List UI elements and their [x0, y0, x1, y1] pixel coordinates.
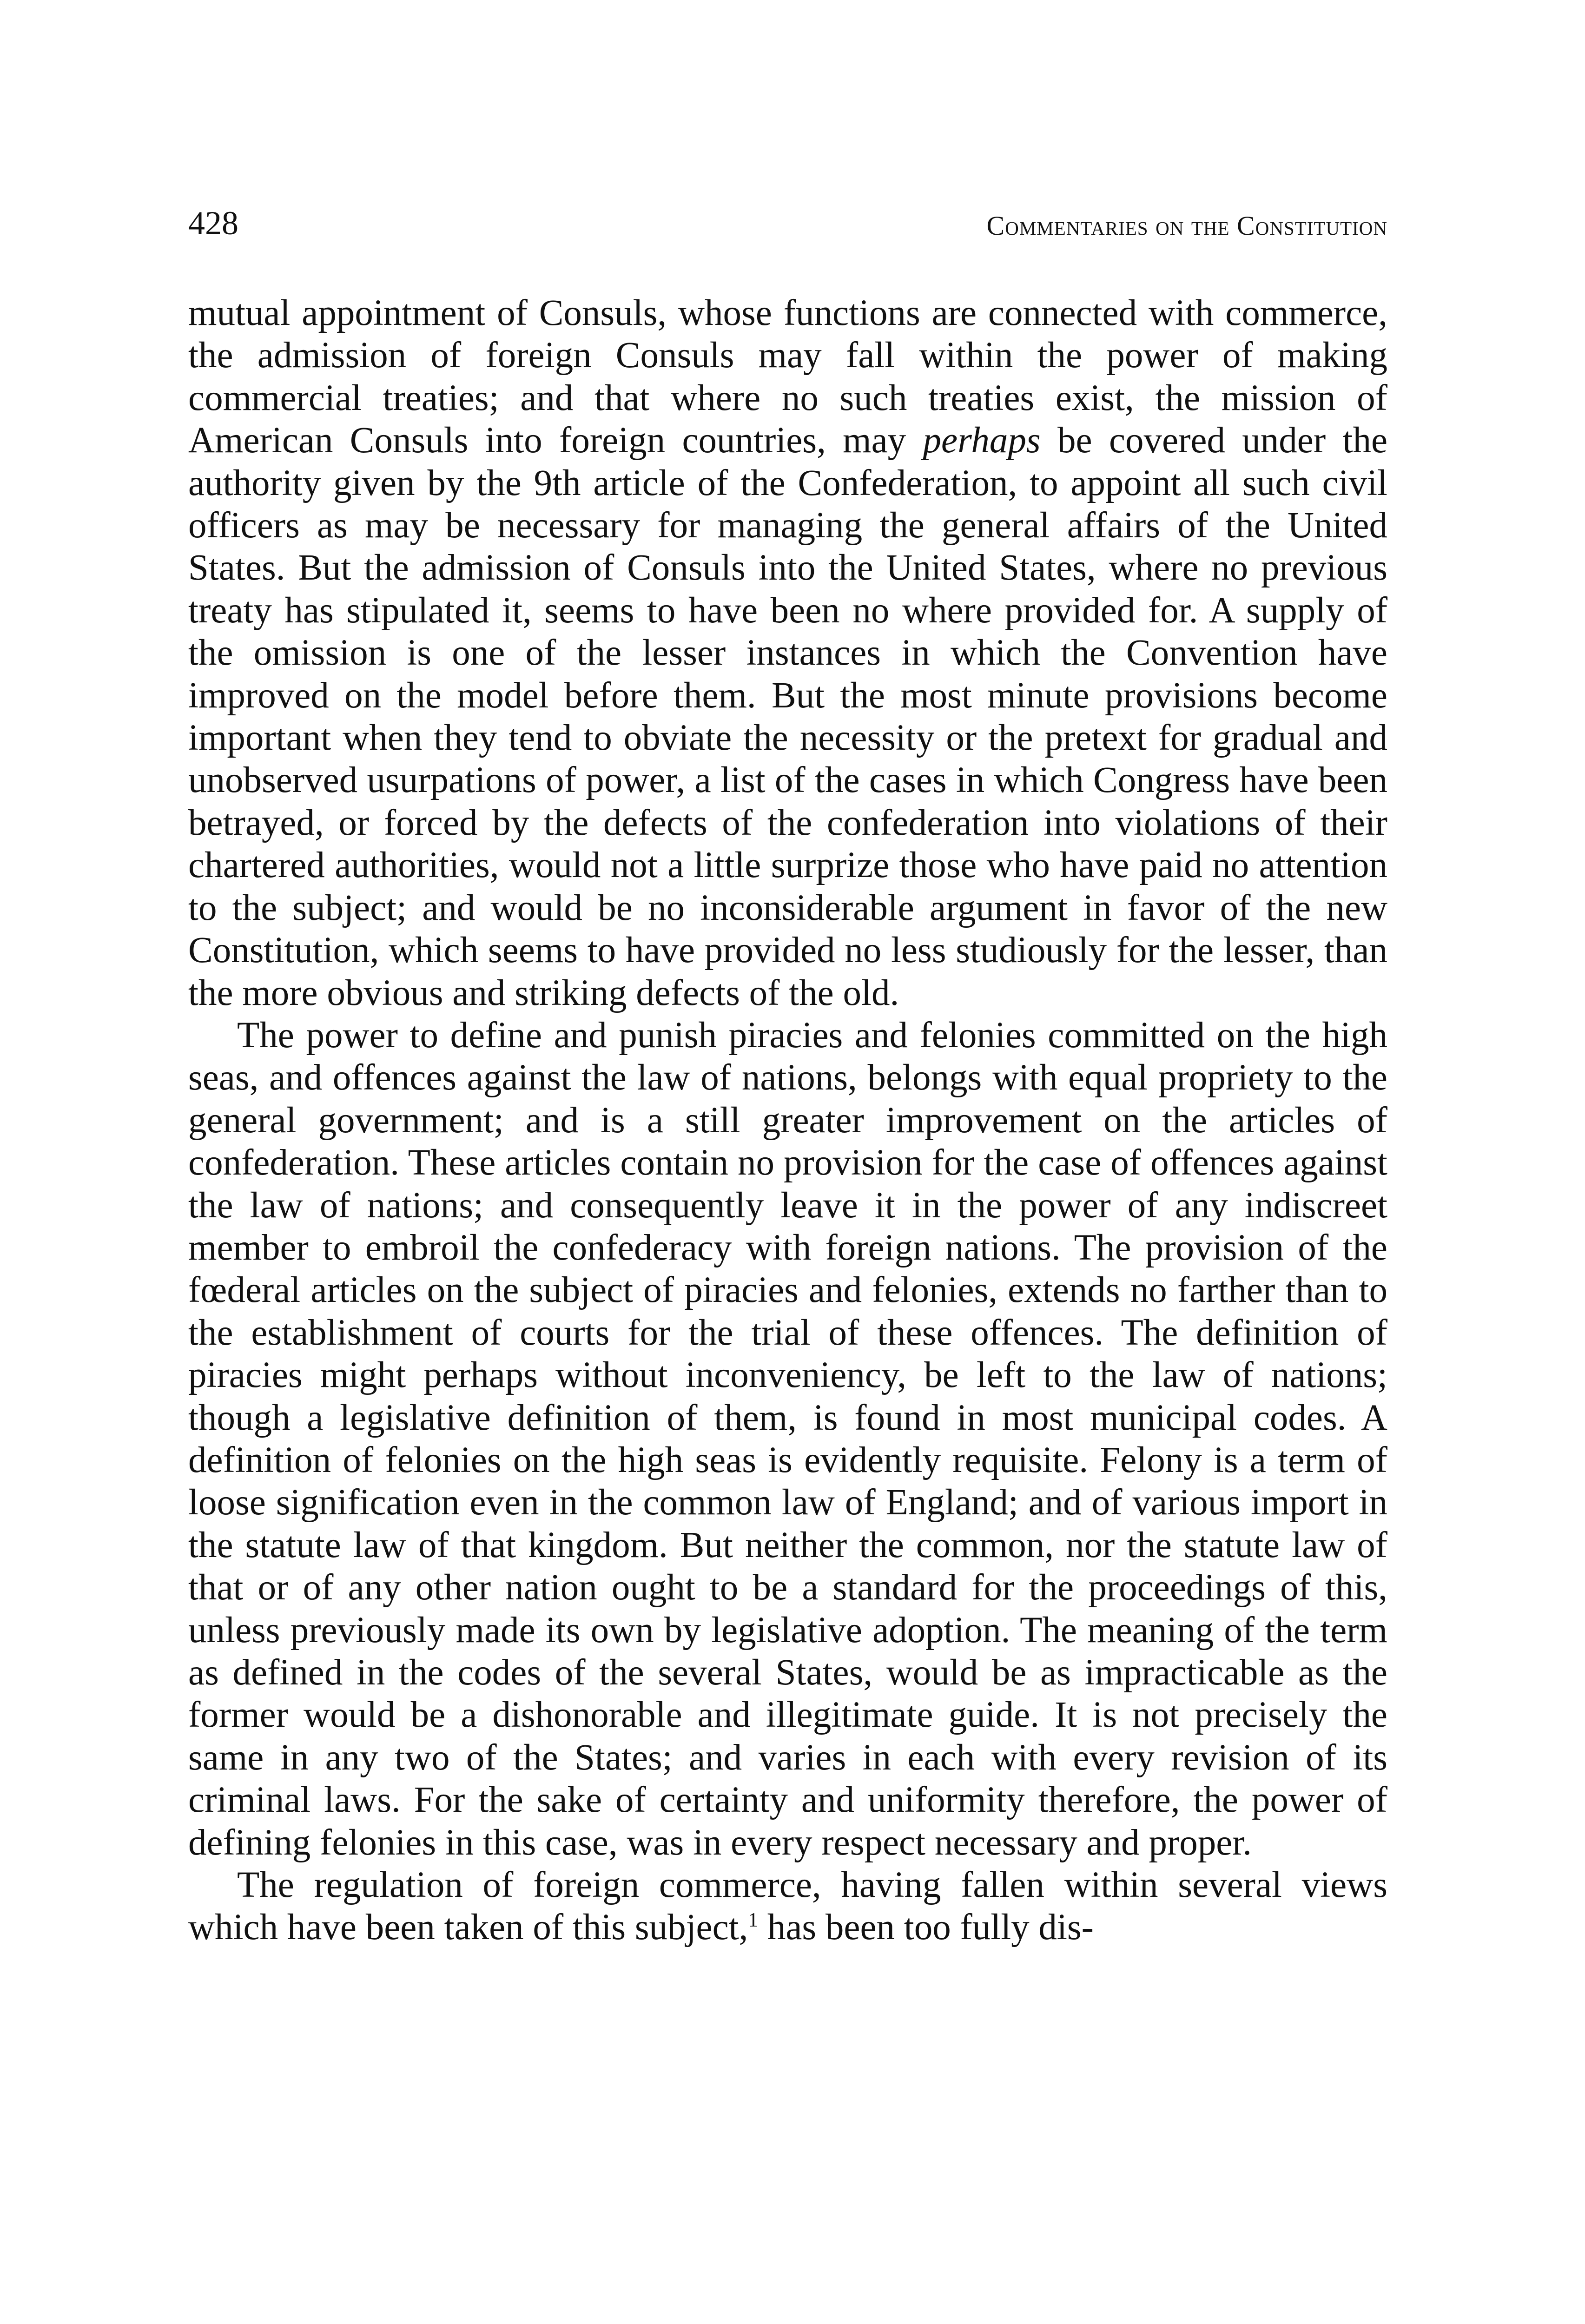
running-head — [188, 200, 1387, 251]
paragraph-3-text-a: The regulation of foreign commerce, having fallen within several views which have been taken of this subject, — [188, 1865, 1387, 1948]
paragraph-3-text-b: has been too fully dis- — [767, 1907, 1094, 1948]
running-title: Commentaries on the Constitution — [986, 211, 1387, 241]
paragraph-1-text-b: be covered under the authority given by the 9th article of the Confederation, to appoint all such civil officers as may be necessary for managing the general affairs of the United States. But the admission of Consuls into the United States, where no previous treaty has stipulated it, seems to have been no where provided for. A supply of the omission is one of the lesser instances in which the Convention have improved on the model before them. But the most minute provisions become important when they tend to obviate the necessity or the pretext for gradual and unobserved usurpations of power, a list of the cases in which Congress have been betrayed, or forced by the defects of the confederation into violations of their chartered authorities, would not a little surprize those who have paid no attention to the subject; and would be no inconsiderable argument in favor of the new Constitution, which seems to have provided no less studiously for the lesser, than the more obvious and striking defects of the old. — [188, 420, 1388, 1013]
paragraph-2: The power to define and punish piracies and felonies committed on the high seas, and offences against the law of nations, belongs with equal propriety to the general government; and is a still greater improvement on the articles of confederation. These articles contain no provision for the case of offences against the law of nations; and consequently leave it in the power of any indiscreet member to embroil the confederacy with foreign nations. The provision of the fœderal articles on the subject of piracies and felonies, extends no farther than to the establishment of courts for the trial of these offences. The definition of piracies might perhaps without inconveniency, be left to the law of nations; though a legislative definition of them, is found in most municipal codes. A definition of felonies on the high seas is evidently requisite. Felony is a term of loose signification even in the common law of England; and of various import in the statute law of that kingdom. But neither the common, nor the statute law of that or of any other nation ought to be a standard for the proceedings of this, unless previously made its own by legislative adoption. The meaning of the term as defined in the codes of the several States, would be as impracticable as the former would be a dishonorable and illegitimate guide. It is not precisely the same in any two of the States; and varies in each with every revision of its criminal laws. For the sake of certainty and uniformity therefore, the power of defining felonies in this case, was in every respect necessary and proper. — [188, 1015, 1387, 1863]
paragraph-1 — [188, 292, 1387, 1014]
paragraph-3 — [188, 1864, 1387, 1949]
italic-emphasis: perhaps — [923, 420, 1041, 461]
body-text — [188, 292, 1387, 1949]
footnote-marker: 1 — [748, 1909, 759, 1932]
page-number: 428 — [188, 205, 238, 242]
paragraph-1-text-a: mutual appointment of Consuls, whose functions are connected with commerce, the admission of foreign Consuls may fall within the power of making commercial treaties; and that where no such treaties exist, the mission of American Consuls into foreign countries, may — [188, 293, 1387, 461]
